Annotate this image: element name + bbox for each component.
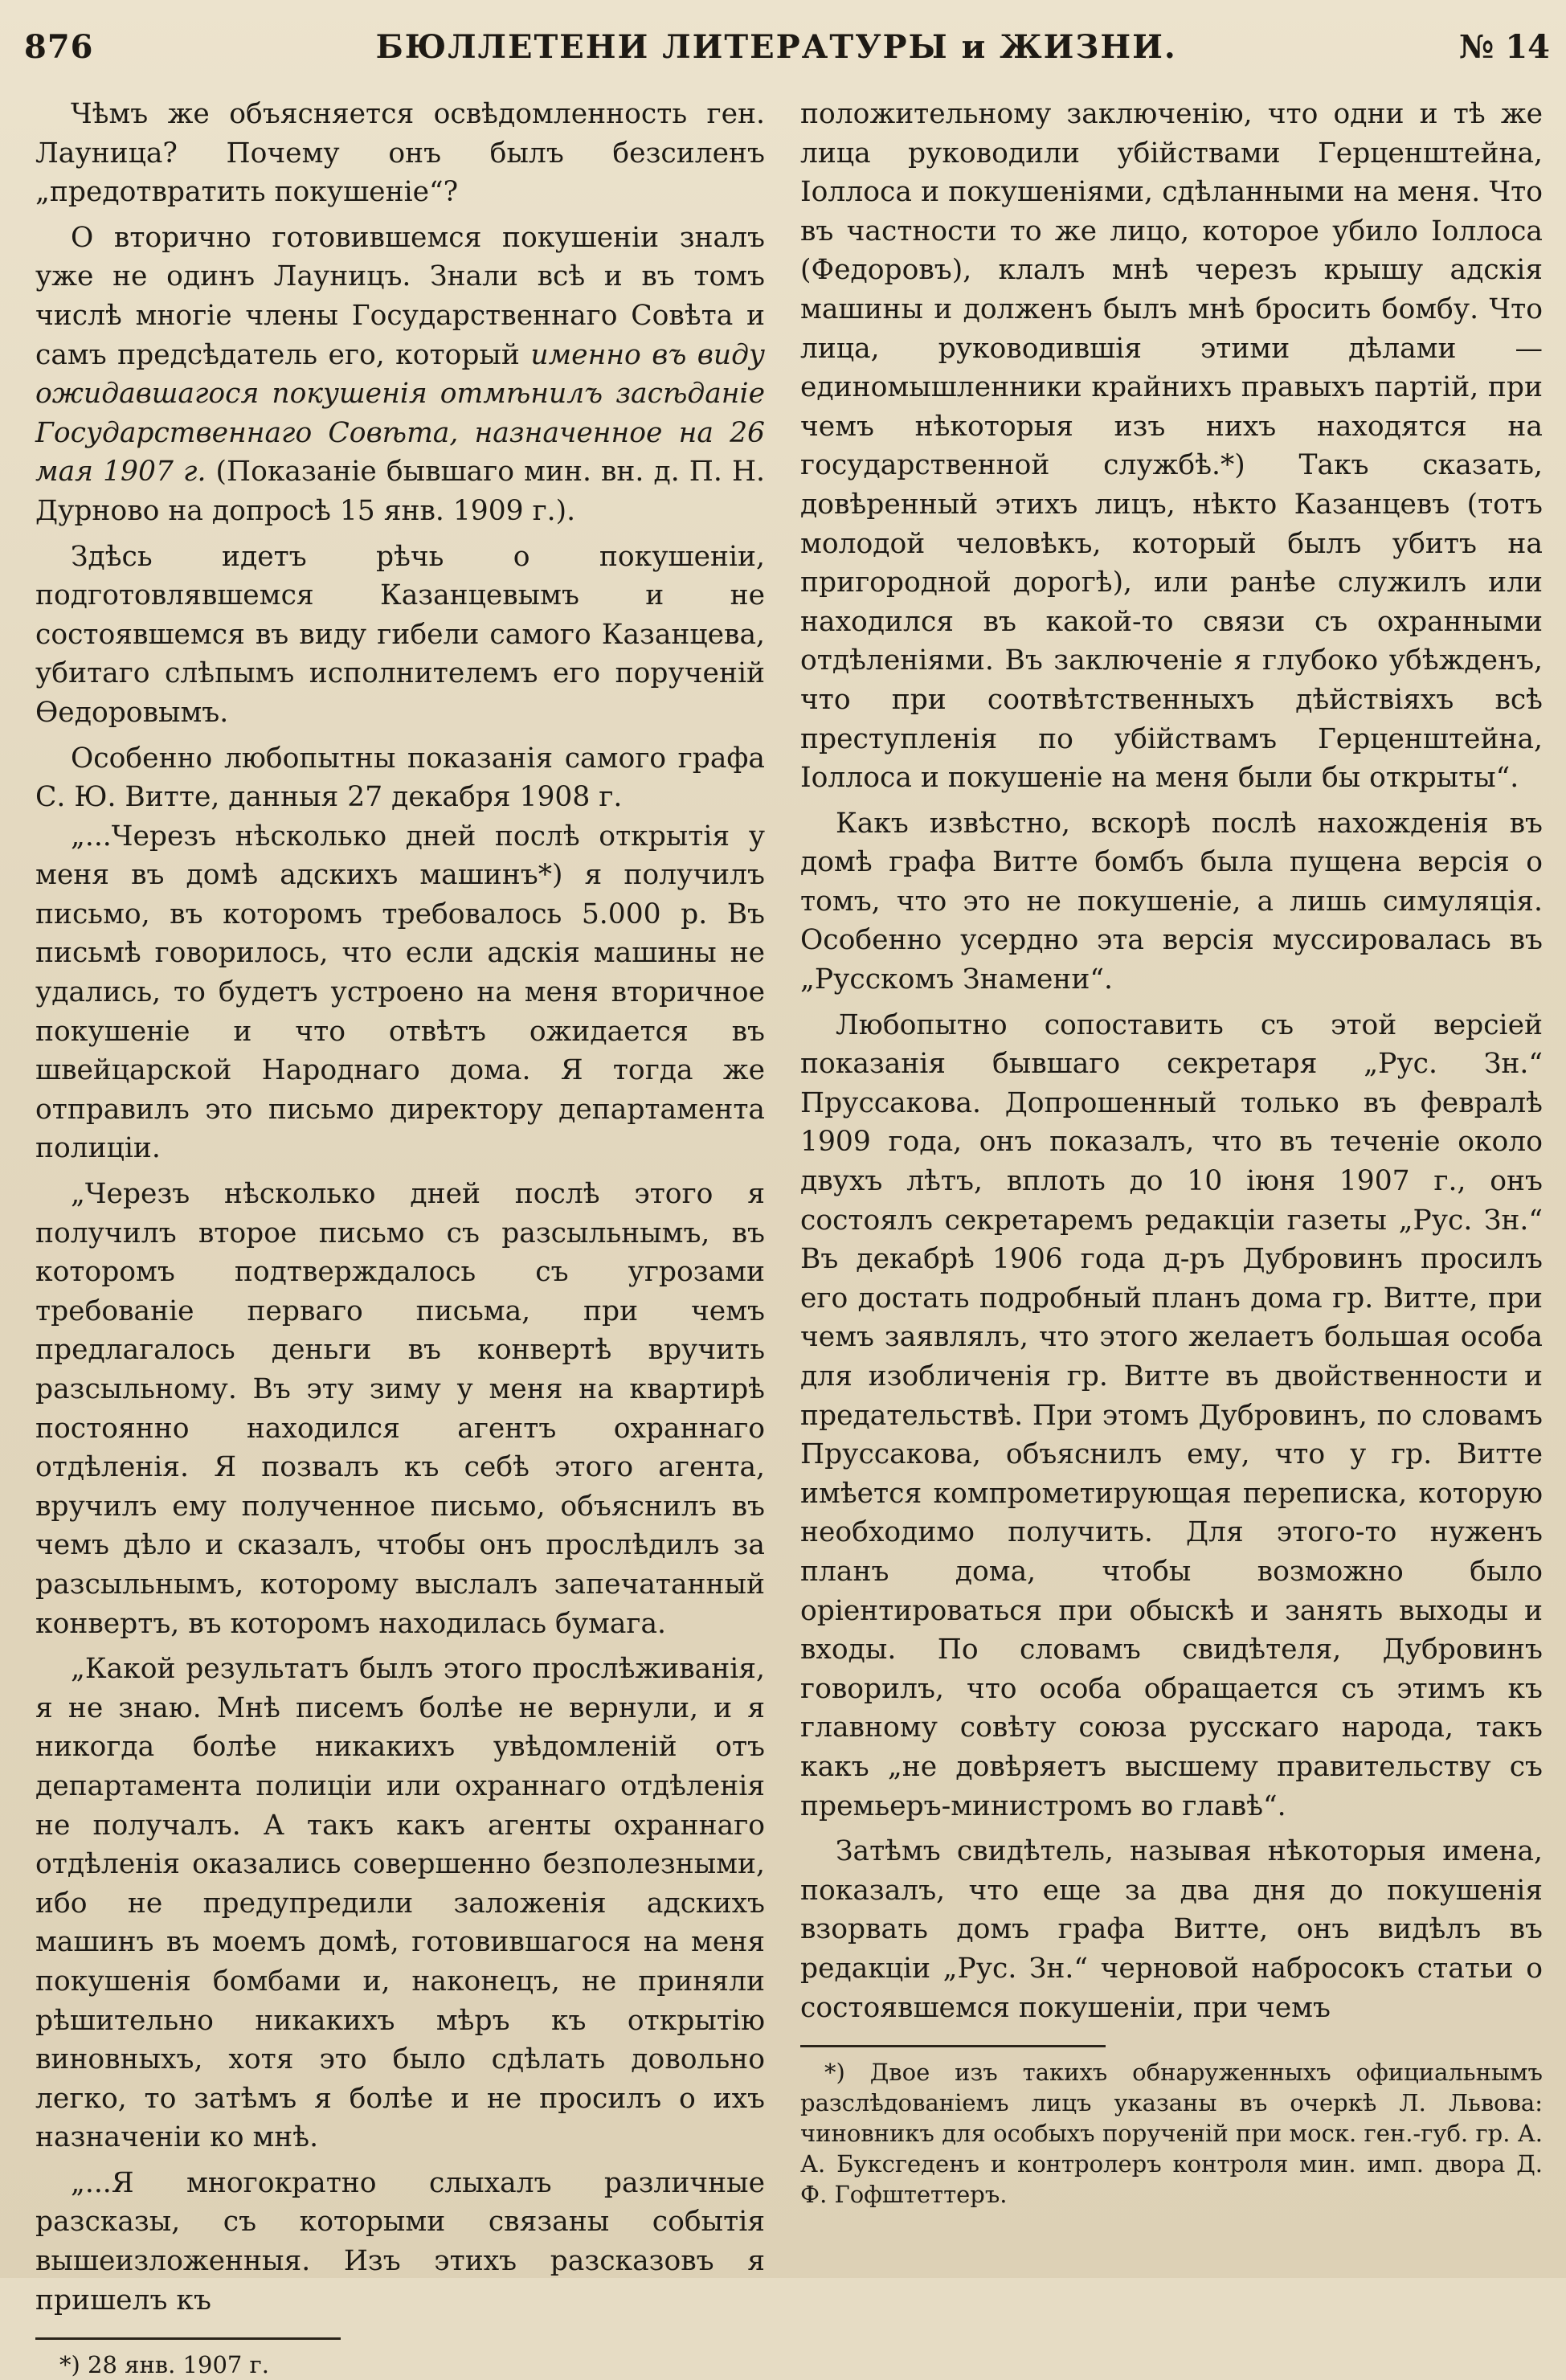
journal-title: БЮЛЛЕТЕНИ ЛИТЕРАТУРЫ и ЖИЗНИ. <box>375 27 1177 66</box>
footnote-divider <box>35 2337 341 2340</box>
emphasized-text: именно въ виду ожидавшагося покушенія отмѣнилъ засѣданіе Государственнаго Совѣта, назначенное на 26 мая 1907 г. <box>35 338 765 489</box>
footnote-divider <box>800 2045 1106 2047</box>
left-column <box>35 95 765 2379</box>
paragraph: Особенно любопытны показанія самого графа С. Ю. Витте, данныя 27 декабря 1908 г. <box>35 742 765 814</box>
paragraph <box>35 219 765 531</box>
paragraph: Затѣмъ свидѣтель, называя нѣкоторыя имена, показалъ, что еще за два дня до покушенія взорвать домъ графа Витте, онъ видѣлъ въ редакціи „Рус. Зн.“ черновой набросокъ статьи о состоявшемся покушеніи, при чемъ <box>800 1835 1543 2024</box>
page-number: 876 <box>24 27 94 66</box>
paragraph: Любопытно сопоставить съ этой версіей показанія бывшаго секретаря „Рус. Зн.“ Пруссакова. Допрошенный только въ февралѣ 1909 года, онъ показалъ, что въ теченіе около двухъ лѣтъ, вплоть до 10 іюня 1907 г., онъ состоялъ секретаремъ редакціи газеты „Рус. Зн.“ Въ декабрѣ 1906 года д-ръ Дубровинъ просилъ его достать подробный планъ дома гр. Витте, при чемъ заявлялъ, что этого желаетъ большая особа для изобличенія гр. Витте въ двойственности и предательствѣ. При этомъ Дубровинъ, по словамъ Пруссакова, объяснилъ ему, что у гр. Витте имѣется компрометирующая переписка, которую необходимо получить. Для этого-то нуженъ планъ дома, чтобы возможно было оріентироваться при обыскѣ и занять выходы и входы. По словамъ свидѣтеля, Дубровинъ говорилъ, что особа обращается съ этимъ къ главному совѣту союза русскаго народа, такъ какъ „не довѣряетъ высшему правительству съ премьеръ-министромъ во главѣ“. <box>800 1008 1543 1822</box>
paragraph: Какъ извѣстно, вскорѣ послѣ нахожденія въ домѣ графа Витте бомбъ была пущена версія о томъ, что это не покушеніе, а лишь симуляція. Особенно усердно эта версія муссировалась въ „Русскомъ Знамени“. <box>800 807 1543 996</box>
page-header <box>24 22 1550 71</box>
right-column <box>800 95 1543 2264</box>
paragraph: Здѣсь идетъ рѣчь о покушеніи, подготовлявшемся Казанцевымъ и не состоявшемся въ виду гибели самого Казанцева, убитаго слѣпымъ исполнителемъ его порученій Ѳедоровымъ. <box>35 540 765 729</box>
quote-paragraph: „...Я многократно слыхалъ различные разсказы, съ которыми связаны событія вышеизложенныя. Изъ этихъ разсказовъ я пришелъ къ <box>35 2166 765 2317</box>
issue-number: № 14 <box>1458 27 1550 66</box>
paragraph: Чѣмъ же объясняется освѣдомленность ген. Лауница? Почему онъ былъ безсиленъ „предотвратить покушеніе“? <box>35 98 765 209</box>
footnote: *) 28 янв. 1907 г. <box>59 2351 269 2379</box>
quote-paragraph: „Какой результатъ былъ этого прослѣживанія, я не знаю. Мнѣ писемъ болѣе не вернули, и я никогда болѣе никакихъ увѣдомленій отъ департамента полиціи или охраннаго отдѣленія не получалъ. А такъ какъ агенты охраннаго отдѣленія оказались совершенно безполезными, ибо не предупредили заложенія адскихъ машинъ въ моемъ домѣ, готовившагося на меня покушенія бомбами и, наконецъ, не приняли рѣшительно никакихъ мѣръ къ открытію виновныхъ, хотя это было сдѣлать довольно легко, то затѣмъ я болѣе и не просилъ о ихъ назначеніи ко мнѣ. <box>35 1653 765 2154</box>
paragraph-text: (Показаніе бывшаго мин. вн. д. П. Н. Дурново на допросѣ 15 янв. 1909 г.). <box>35 456 765 527</box>
footnote: *) Двое изъ такихъ обнаруженныхъ официальнымъ разслѣдованіемъ лицъ указаны въ очеркѣ Л. Львова: чиновникъ для особыхъ порученій при моск. ген.-губ. гр. А. А. Буксгеденъ и контролеръ контроля мин. имп. двора Д. Ф. Гофштеттеръ. <box>800 2059 1543 2209</box>
quote-paragraph: „...Черезъ нѣсколько дней послѣ открытія у меня въ домѣ адскихъ машинъ*) я получилъ письмо, въ которомъ требовалось 5.000 р. Въ письмѣ говорилось, что если адскія машины не удались, то будетъ устроено на меня вторичное покушеніе и что отвѣтъ ожидается въ швейцарской Народнаго дома. Я тогда же отправилъ это письмо директору департамента полиціи. <box>35 820 765 1165</box>
quote-paragraph: „Черезъ нѣсколько дней послѣ этого я получилъ второе письмо съ разсыльнымъ, въ которомъ подтверждалось съ угрозами требованіе перваго письма, при чемъ предлагалось деньги въ конвертѣ вручить разсыльному. Въ эту зиму у меня на квартирѣ постоянно находился агентъ охраннаго отдѣленія. Я позвалъ къ себѣ этого агента, вручилъ ему полученное письмо, объяснилъ въ чемъ дѣло и сказалъ, чтобы онъ прослѣдилъ за разсыльнымъ, которому выслалъ запечатанный конвертъ, въ которомъ находилась бумага. <box>35 1178 765 1640</box>
paragraph: положительному заключенію, что одни и тѣ же лица руководили убійствами Герценштейна, Іоллоса и покушеніями, сдѣланными на меня. Что въ частности то же лицо, которое убило Іоллоса (Федоровъ), клалъ мнѣ черезъ крышу адскія машины и долженъ былъ мнѣ бросить бомбу. Что лица, руководившія этими дѣлами — единомышленники крайнихъ правыхъ партій, при чемъ нѣкоторыя изъ нихъ находятся на государственной службѣ.*) Такъ сказать, довѣренный этихъ лицъ, нѣкто Казанцевъ (тотъ молодой человѣкъ, который былъ убитъ на пригородной дорогѣ), или ранѣе служилъ или находился въ какой-то связи съ охранными отдѣленіями. Въ заключеніе я глубоко убѣжденъ, что при соотвѣтственныхъ дѣйствіяхъ всѣ преступленія по убійствамъ Герценштейна, Іоллоса и покушеніе на меня были бы открыты“. <box>800 98 1543 795</box>
paragraph-text: О вторично готовившемся покушеніи зналъ уже не одинъ Лауницъ. Знали всѣ и въ томъ числѣ многіе члены Государственнаго Совѣта и самъ предсѣдатель его, который <box>35 221 765 371</box>
